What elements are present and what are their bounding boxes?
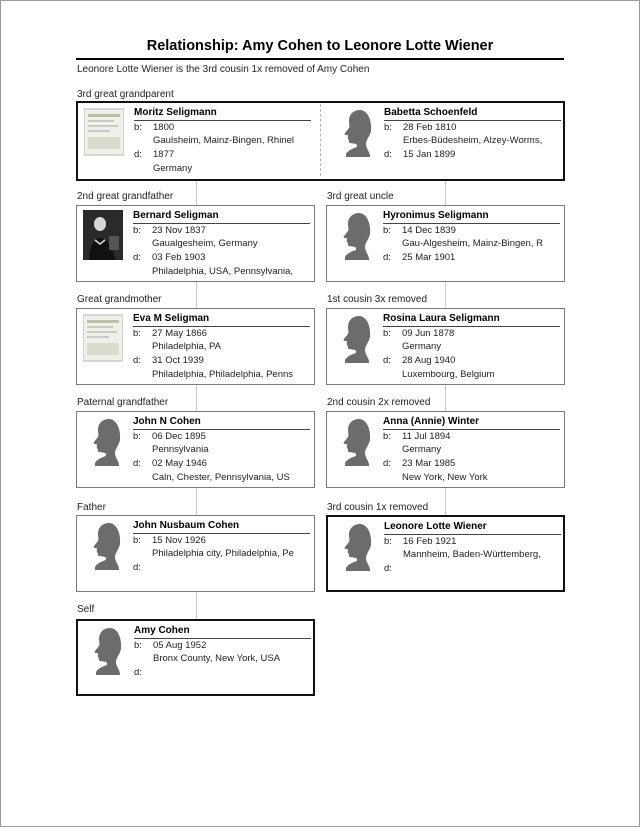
died-label: d: bbox=[383, 355, 391, 366]
died-label: d: bbox=[384, 563, 392, 574]
person-name[interactable]: Amy Cohen bbox=[134, 625, 190, 636]
silhouette-icon bbox=[83, 520, 123, 570]
death-date: 02 May 1946 bbox=[152, 458, 207, 469]
name-underline bbox=[133, 326, 310, 327]
birth-date: 1800 bbox=[153, 122, 175, 133]
died-label: d: bbox=[134, 667, 142, 678]
born-label: b: bbox=[134, 640, 142, 651]
birth-place: Bronx County, New York, USA bbox=[153, 653, 281, 664]
person-card[interactable] bbox=[76, 411, 315, 488]
silhouette-icon bbox=[334, 107, 374, 157]
tree-connector bbox=[445, 385, 446, 411]
relationship-label: 3rd great uncle bbox=[327, 191, 394, 202]
birth-date: 23 Nov 1837 bbox=[152, 225, 206, 236]
title-divider bbox=[76, 58, 564, 60]
relationship-label: 2nd cousin 2x removed bbox=[327, 397, 431, 408]
death-place: Germany bbox=[153, 163, 193, 174]
death-place: Philadelphia, USA, Pennsylvania, bbox=[152, 266, 294, 277]
death-date: 25 Mar 1901 bbox=[402, 252, 456, 263]
died-label: d: bbox=[133, 562, 141, 573]
birth-date: 14 Dec 1839 bbox=[402, 225, 456, 236]
died-label: d: bbox=[134, 149, 142, 160]
name-underline bbox=[383, 326, 560, 327]
person-name[interactable]: Leonore Lotte Wiener bbox=[384, 521, 487, 532]
person-name[interactable]: Rosina Laura Seligmann bbox=[383, 313, 500, 324]
tree-connector bbox=[196, 282, 197, 308]
birth-place: Germany bbox=[402, 444, 442, 455]
birth-place: Germany bbox=[402, 341, 442, 352]
tree-connector bbox=[196, 181, 197, 205]
relationship-label: Self bbox=[77, 604, 95, 615]
person-card[interactable] bbox=[76, 205, 315, 282]
birth-place: Mannheim, Baden-Württemberg, bbox=[403, 549, 541, 560]
silhouette-icon bbox=[333, 210, 373, 260]
person-card[interactable] bbox=[78, 103, 322, 179]
relationship-label: Paternal grandfather bbox=[77, 397, 169, 408]
born-label: b: bbox=[383, 225, 391, 236]
name-underline bbox=[383, 223, 560, 224]
person-card[interactable] bbox=[326, 205, 565, 282]
relationship-label: 1st cousin 3x removed bbox=[327, 294, 428, 305]
person-card[interactable] bbox=[326, 308, 565, 385]
page-title: Relationship: Amy Cohen to Leonore Lotte Wiener bbox=[146, 38, 494, 54]
person-card[interactable] bbox=[326, 515, 565, 592]
person-name[interactable]: Hyronimus Seligmann bbox=[383, 210, 489, 221]
couple-divider bbox=[320, 104, 321, 176]
tree-connector bbox=[445, 282, 446, 308]
born-label: b: bbox=[133, 535, 141, 546]
relationship-label: Father bbox=[77, 502, 106, 513]
silhouette-icon bbox=[333, 416, 373, 466]
born-label: b: bbox=[133, 225, 141, 236]
person-name[interactable]: John Nusbaum Cohen bbox=[133, 520, 240, 531]
birth-date: 16 Feb 1921 bbox=[403, 536, 457, 547]
name-underline bbox=[133, 223, 310, 224]
person-card[interactable] bbox=[76, 619, 315, 696]
name-underline bbox=[133, 429, 310, 430]
death-date: 15 Jan 1899 bbox=[403, 149, 456, 160]
relationship-label: 3rd great grandparent bbox=[77, 89, 174, 100]
tree-connector bbox=[196, 592, 197, 619]
birth-place: Gau-Algesheim, Mainz-Bingen, R bbox=[402, 238, 543, 249]
birth-date: 15 Nov 1926 bbox=[152, 535, 206, 546]
tree-connector bbox=[445, 181, 446, 205]
person-name[interactable]: John N Cohen bbox=[133, 416, 201, 427]
portrait-photo bbox=[83, 210, 123, 260]
death-place: New York, New York bbox=[402, 472, 488, 483]
person-name[interactable]: Bernard Seligman bbox=[133, 210, 219, 221]
relationship-label: Great grandmother bbox=[77, 294, 162, 305]
relationship-label: 3rd cousin 1x removed bbox=[327, 502, 429, 513]
death-date: 28 Aug 1940 bbox=[402, 355, 456, 366]
birth-place: Erbes-Büdesheim, Alzey-Worms, bbox=[403, 135, 543, 146]
name-underline bbox=[134, 120, 311, 121]
relationship-label: 2nd great grandfather bbox=[77, 191, 174, 202]
name-underline bbox=[134, 638, 311, 639]
person-name[interactable]: Eva M Seligman bbox=[133, 313, 210, 324]
birth-date: 09 Jun 1878 bbox=[402, 328, 455, 339]
death-date: 31 Oct 1939 bbox=[152, 355, 204, 366]
name-underline bbox=[383, 429, 560, 430]
died-label: d: bbox=[133, 355, 141, 366]
silhouette-icon bbox=[333, 313, 373, 363]
person-name[interactable]: Babetta Schoenfeld bbox=[384, 107, 478, 118]
died-label: d: bbox=[383, 252, 391, 263]
person-card[interactable] bbox=[326, 411, 565, 488]
born-label: b: bbox=[133, 431, 141, 442]
born-label: b: bbox=[384, 536, 392, 547]
death-date: 23 Mar 1985 bbox=[402, 458, 456, 469]
document-photo bbox=[83, 313, 123, 363]
name-underline bbox=[133, 533, 310, 534]
birth-place: Philadelphia, PA bbox=[152, 341, 222, 352]
birth-place: Pennsylvania bbox=[152, 444, 209, 455]
born-label: b: bbox=[384, 122, 392, 133]
silhouette-icon bbox=[334, 521, 374, 571]
death-place: Luxembourg, Belgium bbox=[402, 369, 495, 380]
person-card[interactable] bbox=[76, 308, 315, 385]
birth-place: Gaulsheim, Mainz-Bingen, Rhinel bbox=[153, 135, 294, 146]
silhouette-icon bbox=[84, 625, 124, 675]
birth-date: 28 Feb 1810 bbox=[403, 122, 457, 133]
person-name[interactable]: Moritz Seligmann bbox=[134, 107, 217, 118]
died-label: d: bbox=[383, 458, 391, 469]
person-card[interactable] bbox=[76, 515, 315, 592]
birth-date: 27 May 1866 bbox=[152, 328, 207, 339]
died-label: d: bbox=[133, 458, 141, 469]
death-date: 1877 bbox=[153, 149, 175, 160]
death-place: Caln, Chester, Pennsylvania, US bbox=[152, 472, 290, 483]
document-photo bbox=[84, 107, 124, 157]
silhouette-icon bbox=[83, 416, 123, 466]
died-label: d: bbox=[384, 149, 392, 160]
born-label: b: bbox=[134, 122, 142, 133]
born-label: b: bbox=[383, 328, 391, 339]
person-card[interactable] bbox=[328, 103, 564, 179]
birth-place: Gaualgesheim, Germany bbox=[152, 238, 258, 249]
birth-date: 11 Jul 1894 bbox=[402, 431, 451, 442]
death-place: Philadelphia, Philadelphia, Penns bbox=[152, 369, 294, 380]
death-date: 03 Feb 1903 bbox=[152, 252, 206, 263]
born-label: b: bbox=[383, 431, 391, 442]
name-underline bbox=[384, 120, 561, 121]
tree-connector bbox=[196, 488, 197, 515]
tree-connector bbox=[445, 488, 446, 515]
tree-connector bbox=[196, 385, 197, 411]
relationship-summary: Leonore Lotte Wiener is the 3rd cousin 1x removed of Amy Cohen bbox=[77, 64, 370, 75]
name-underline bbox=[384, 534, 561, 535]
birth-date: 05 Aug 1952 bbox=[153, 640, 207, 651]
birth-place: Philadelphia city, Philadelphia, Pe bbox=[152, 548, 294, 559]
birth-date: 06 Dec 1895 bbox=[152, 431, 206, 442]
person-name[interactable]: Anna (Annie) Winter bbox=[383, 416, 480, 427]
died-label: d: bbox=[133, 252, 141, 263]
born-label: b: bbox=[133, 328, 141, 339]
